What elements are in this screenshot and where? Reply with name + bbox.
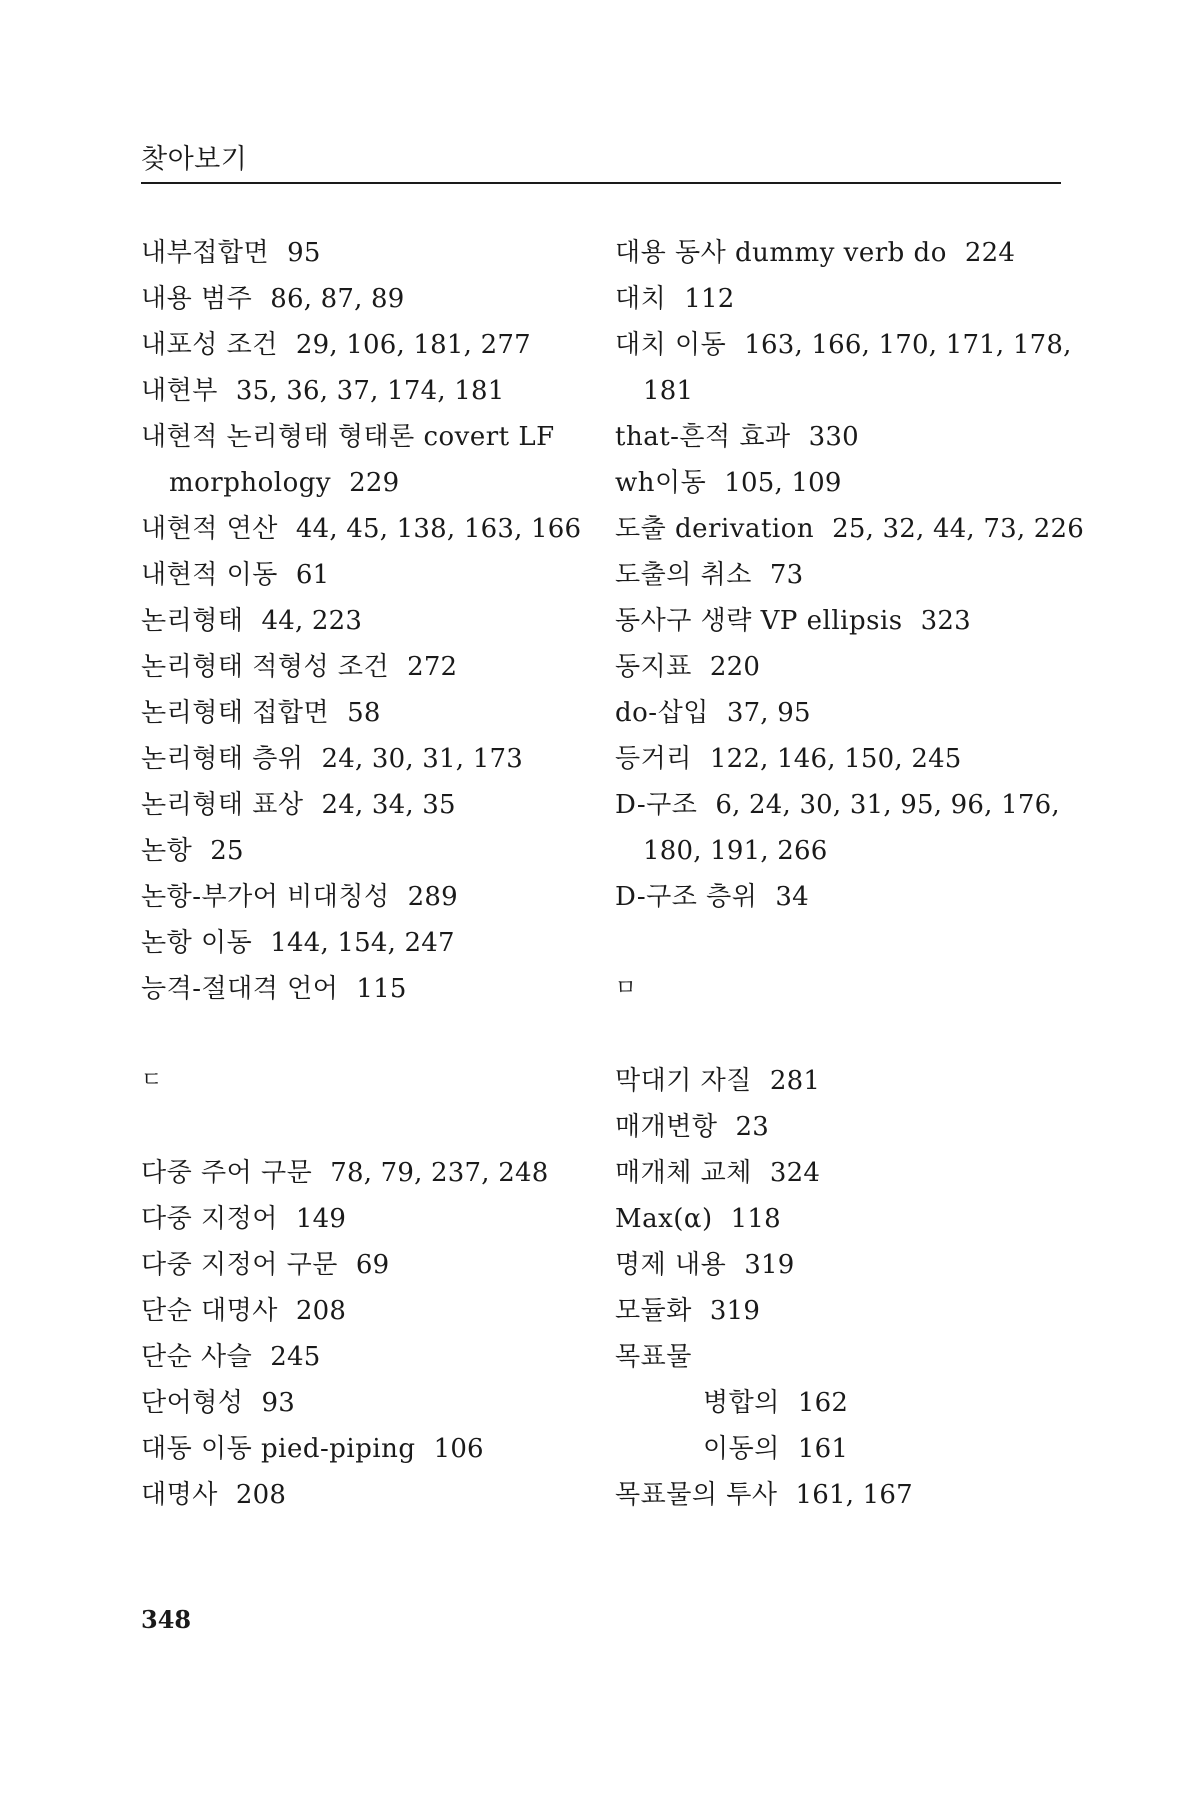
- index-entry: 대치 이동 163, 166, 170, 171, 178,: [615, 330, 1072, 360]
- index-entry: 논항 25: [141, 836, 244, 866]
- index-entry: 내부접합면 95: [141, 238, 321, 268]
- index-entry: 내현부 35, 36, 37, 174, 181: [141, 376, 505, 406]
- index-entry: 단순 사슬 245: [141, 1342, 321, 1372]
- page-title: 찾아보기: [141, 144, 248, 175]
- index-column-right: [615, 230, 1085, 1518]
- index-entry: 도출 derivation 25, 32, 44, 73, 226: [615, 514, 1085, 544]
- index-entry: 도출의 취소 73: [615, 560, 804, 590]
- index-entry: 논항-부가어 비대칭성 289: [141, 882, 458, 912]
- index-entry: D-구조 6, 24, 30, 31, 95, 96, 176,: [615, 790, 1060, 820]
- index-entry-continuation: 181: [643, 376, 694, 406]
- index-entry: 논리형태 44, 223: [141, 606, 363, 636]
- index-entry: do-삽입 37, 95: [615, 698, 811, 728]
- index-entry: 다중 주어 구문 78, 79, 237, 248: [141, 1158, 549, 1188]
- index-subentry: 이동의 161: [703, 1434, 849, 1464]
- running-header: [141, 140, 1061, 184]
- index-entry: 대치 112: [615, 284, 735, 314]
- index-column-left: [141, 230, 591, 1518]
- index-entry: 매개체 교체 324: [615, 1158, 821, 1188]
- index-entry: Max(α) 118: [615, 1204, 781, 1234]
- spacer: [615, 920, 1065, 966]
- index-entry: 대용 동사 dummy verb do 224: [615, 238, 1016, 268]
- spacer: [141, 1012, 591, 1058]
- page-number: 348: [141, 1605, 192, 1634]
- index-entry: 논리형태 접합면 58: [141, 698, 381, 728]
- section-letter: ㅁ: [615, 976, 637, 1001]
- index-entry: 내현적 연산 44, 45, 138, 163, 166: [141, 514, 582, 544]
- index-entry: 내현적 이동 61: [141, 560, 330, 590]
- index-entry-continuation: morphology 229: [169, 468, 400, 498]
- index-entry: 논리형태 표상 24, 34, 35: [141, 790, 456, 820]
- index-entry: 막대기 자질 281: [615, 1066, 821, 1096]
- index-entry-continuation: 180, 191, 266: [643, 836, 828, 866]
- index-entry: 등거리 122, 146, 150, 245: [615, 744, 962, 774]
- index-entry: 논항 이동 144, 154, 247: [141, 928, 455, 958]
- index-entry: D-구조 층위 34: [615, 882, 809, 912]
- index-entry: 명제 내용 319: [615, 1250, 795, 1280]
- index-entry: 다중 지정어 구문 69: [141, 1250, 390, 1280]
- index-entry: 모듈화 319: [615, 1296, 761, 1326]
- index-entry: 목표물: [615, 1342, 692, 1372]
- index-entry: 매개변항 23: [615, 1112, 769, 1142]
- index-entry: that-흔적 효과 330: [615, 422, 859, 452]
- index-entry: 내용 범주 86, 87, 89: [141, 284, 405, 314]
- spacer: [615, 1012, 1065, 1058]
- index-entry: 능격-절대격 언어 115: [141, 974, 407, 1004]
- index-entry: 대동 이동 pied-piping 106: [141, 1434, 484, 1464]
- index-entry: 단어형성 93: [141, 1388, 295, 1418]
- spacer: [141, 1104, 591, 1150]
- index-entry: 단순 대명사 208: [141, 1296, 347, 1326]
- index-entry: 대명사 208: [141, 1480, 287, 1510]
- index-entry: wh이동 105, 109: [615, 468, 842, 498]
- index-entry: 동지표 220: [615, 652, 761, 682]
- index-entry: 내현적 논리형태 형태론 covert LF: [141, 422, 555, 452]
- index-entry: 논리형태 적형성 조건 272: [141, 652, 458, 682]
- index-entry: 목표물의 투사 161, 167: [615, 1480, 913, 1510]
- index-entry: 논리형태 층위 24, 30, 31, 173: [141, 744, 523, 774]
- index-entry: 동사구 생략 VP ellipsis 323: [615, 606, 971, 636]
- index-entry: 내포성 조건 29, 106, 181, 277: [141, 330, 531, 360]
- section-letter: ㄷ: [141, 1068, 163, 1093]
- index-subentry: 병합의 162: [703, 1388, 849, 1418]
- index-entry: 다중 지정어 149: [141, 1204, 347, 1234]
